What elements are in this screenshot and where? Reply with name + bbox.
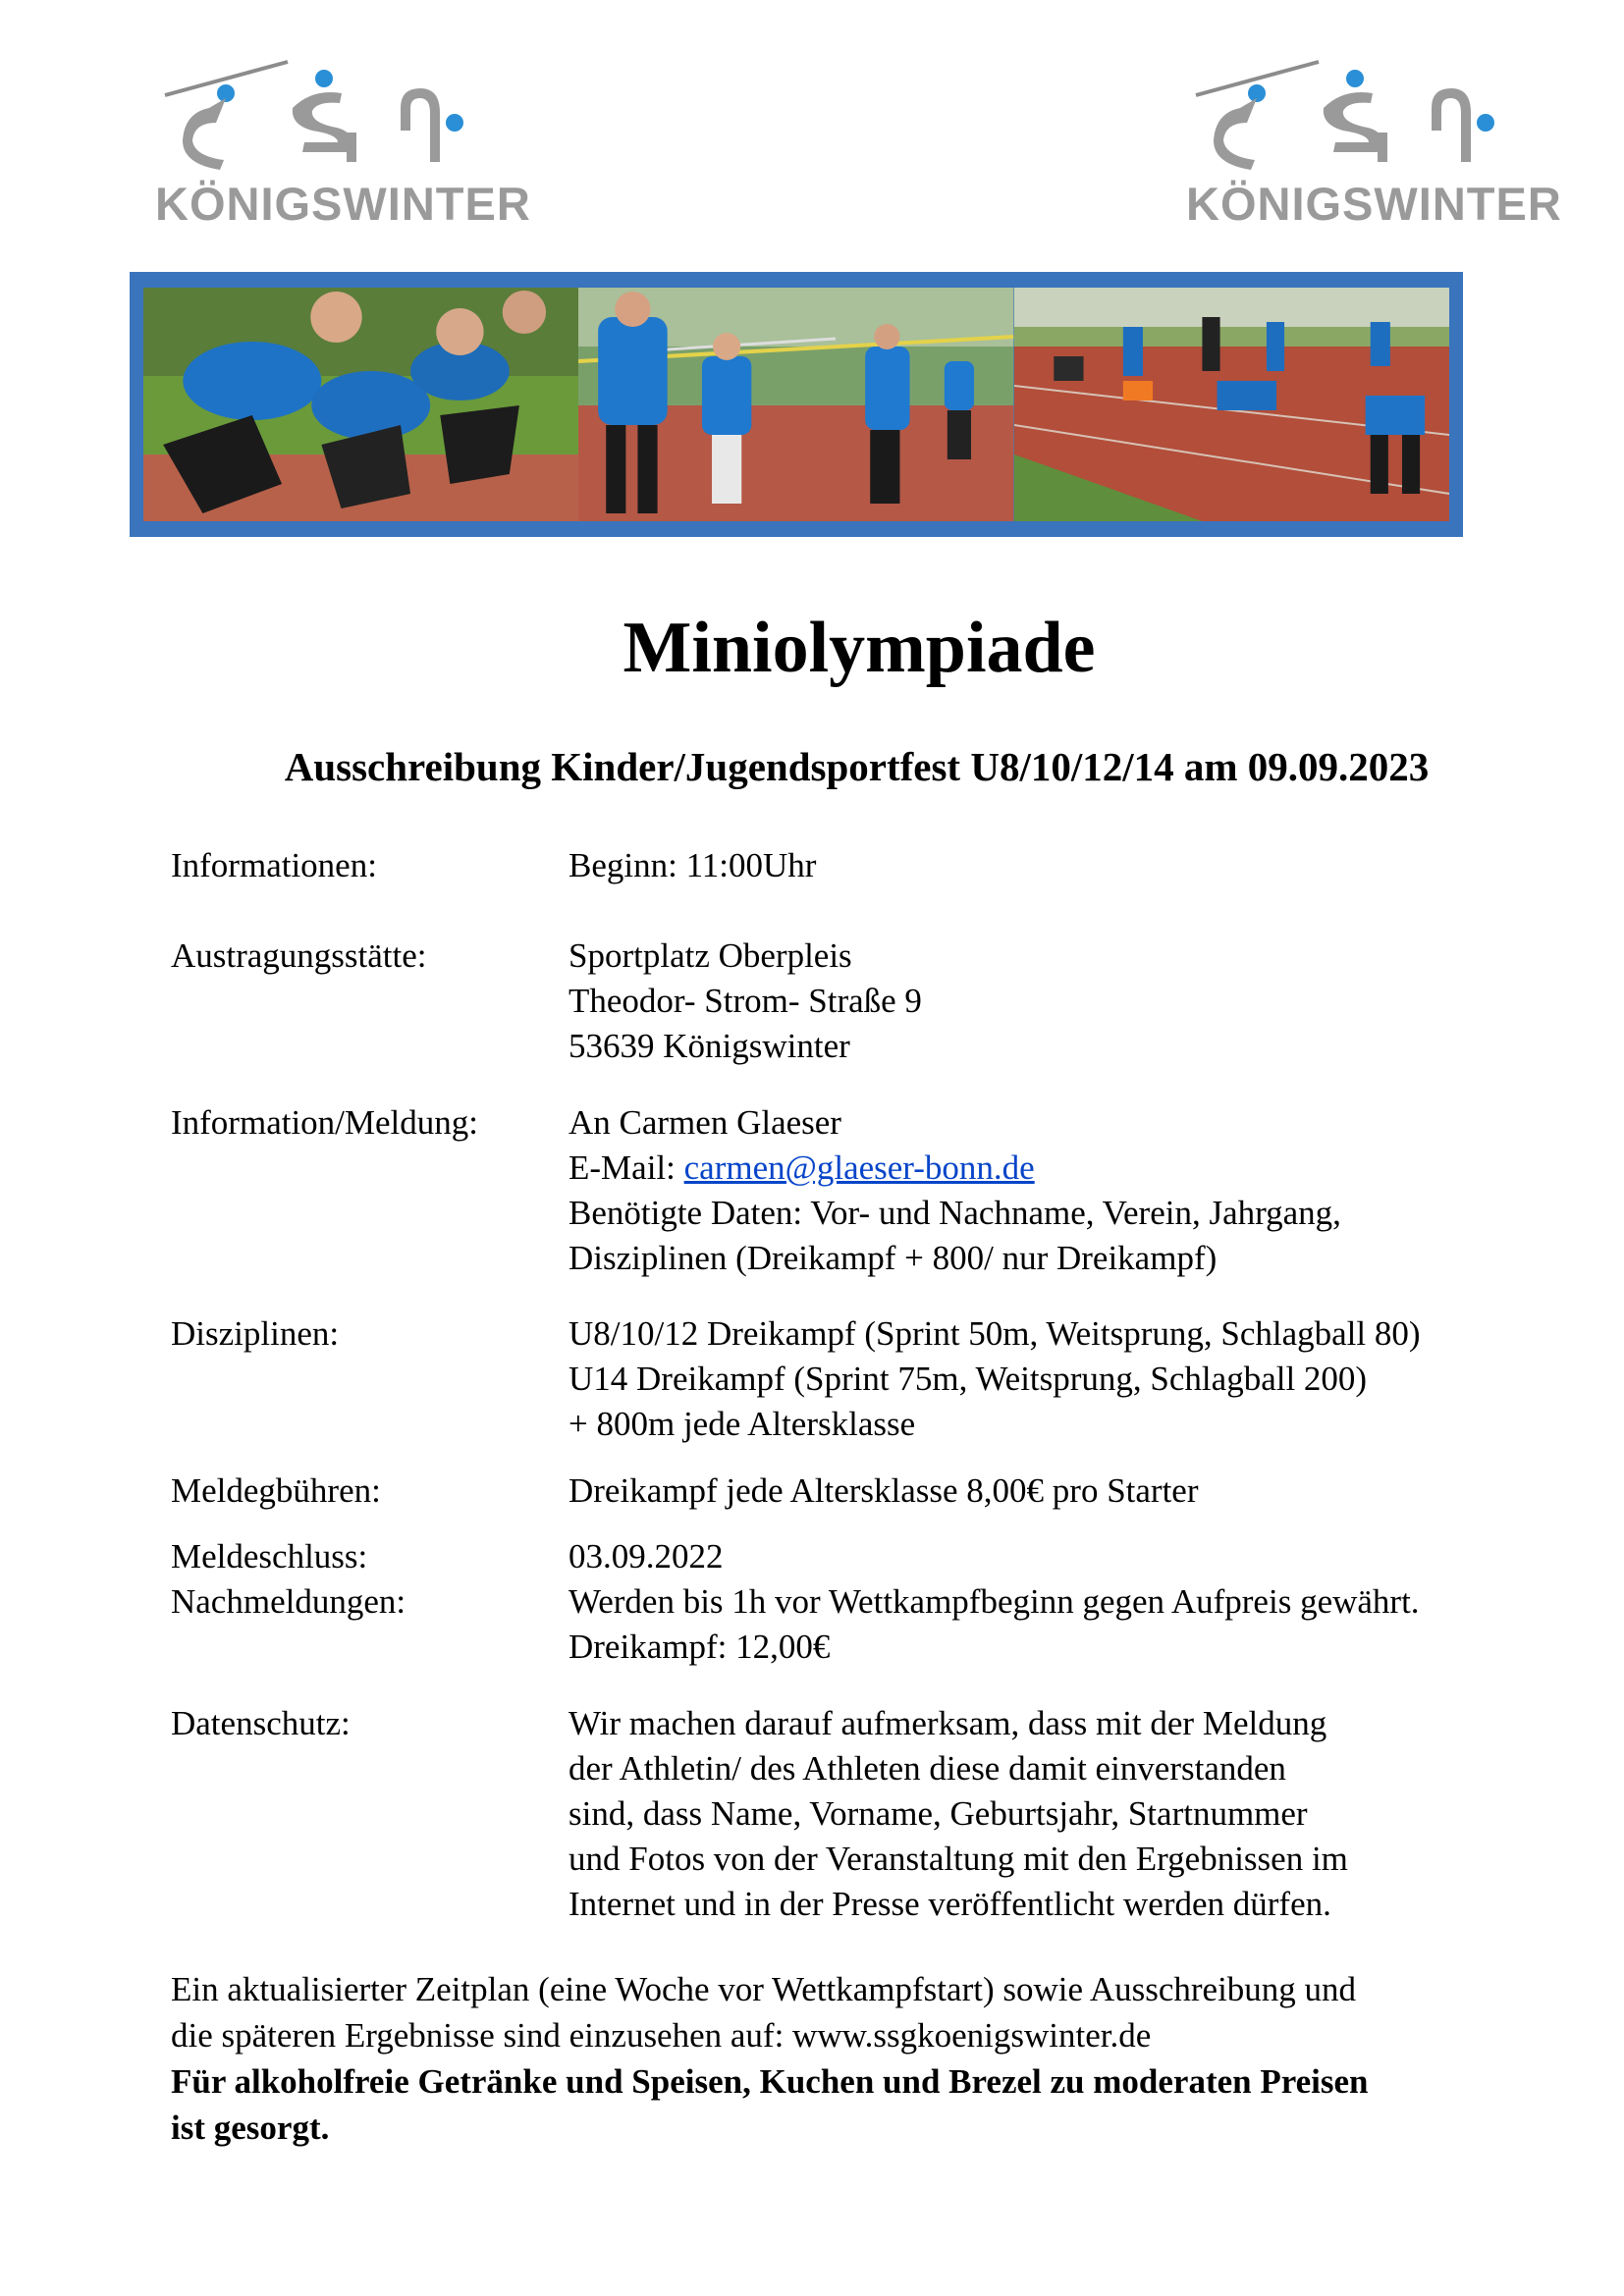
footer-line: die späteren Ergebnisse sind einzusehen auf: www.ssgkoenigswinter.de: [171, 2016, 1152, 2055]
section-label: Disziplinen:: [171, 1314, 340, 1353]
value-line: + 800m jede Altersklasse: [568, 1405, 916, 1443]
section-value: [568, 1468, 1198, 1514]
value-line: Internet und in der Presse veröffentlicht werden dürfen.: [568, 1885, 1331, 1923]
logo-text: KÖNIGSWINTER: [155, 178, 531, 230]
label-line: Meldeschluss:: [171, 1537, 368, 1575]
email-prefix: E-Mail:: [568, 1148, 684, 1187]
value-line: An Carmen Glaeser: [568, 1103, 841, 1142]
throwing-photo: [578, 288, 1013, 521]
email-link[interactable]: carmen@glaeser-bonn.de: [683, 1148, 1035, 1187]
value-line: Disziplinen (Dreikampf + 800/ nur Dreikampf): [568, 1239, 1218, 1277]
value-line: Dreikampf: 12,00€: [568, 1628, 831, 1666]
logo-text: KÖNIGSWINTER: [1186, 178, 1562, 230]
footer-bold-line: ist gesorgt.: [171, 2109, 330, 2147]
value-line: 03.09.2022: [568, 1537, 724, 1575]
value-line: der Athletin/ des Athleten diese damit einverstanden: [568, 1749, 1286, 1788]
club-logo-left: [155, 54, 531, 240]
value-line: Beginn: 11:00Uhr: [568, 846, 817, 884]
page-title: Miniolympiade: [623, 608, 1096, 688]
section-label: Information/Meldung:: [171, 1103, 479, 1142]
value-line: Benötigte Daten: Vor- und Nachname, Verein, Jahrgang,: [568, 1194, 1341, 1232]
value-line: Werden bis 1h vor Wettkampfbeginn gegen Aufpreis gewährt.: [568, 1582, 1420, 1621]
section-value: [568, 843, 816, 888]
label-line: Nachmeldungen:: [171, 1582, 406, 1621]
value-line: U14 Dreikampf (Sprint 75m, Weitsprung, Schlagball 200): [568, 1360, 1368, 1398]
section-label: Datenschutz:: [171, 1704, 351, 1742]
value-line: U8/10/12 Dreikampf (Sprint 50m, Weitsprung, Schlagball 80): [568, 1314, 1421, 1353]
email-line: [568, 1146, 1341, 1191]
footer-bold-line: Für alkoholfreie Getränke und Speisen, Kuchen und Brezel zu moderaten Preisen: [171, 2062, 1369, 2101]
section-value: [568, 934, 922, 1069]
photo-banner: [130, 272, 1463, 537]
value-line: Theodor- Strom- Straße 9: [568, 982, 922, 1020]
value-line: Sportplatz Oberpleis: [568, 936, 852, 975]
value-line: und Fotos von der Veranstaltung mit den Ergebnissen im: [568, 1840, 1348, 1878]
value-line: Dreikampf jede Altersklasse 8,00€ pro Starter: [568, 1471, 1199, 1510]
footer-note: [171, 1966, 1526, 2151]
section-value: [568, 1701, 1348, 1927]
sprint-start-photo: [143, 288, 578, 521]
section-label: Meldegbühren:: [171, 1471, 381, 1510]
section-value: [568, 1100, 1341, 1281]
footer-line: Ein aktualisierter Zeitplan (eine Woche vor Wettkampfstart) sowie Ausschreibung und: [171, 1970, 1357, 2008]
value-line: Wir machen darauf aufmerksam, dass mit der Meldung: [568, 1704, 1327, 1742]
section-value: [568, 1311, 1421, 1447]
section-label: [171, 1534, 406, 1625]
value-line: sind, dass Name, Vorname, Geburtsjahr, Startnummer: [568, 1794, 1308, 1833]
page-subtitle: Ausschreibung Kinder/Jugendsportfest U8/10/12/14 am 09.09.2023: [284, 744, 1430, 789]
section-label: Informationen:: [171, 846, 377, 884]
club-logo-right: [1186, 54, 1562, 240]
section-value: [568, 1534, 1420, 1670]
value-line: 53639 Königswinter: [568, 1027, 850, 1065]
section-label: Austragungsstätte:: [171, 936, 427, 975]
warmup-photo: [1014, 288, 1449, 521]
